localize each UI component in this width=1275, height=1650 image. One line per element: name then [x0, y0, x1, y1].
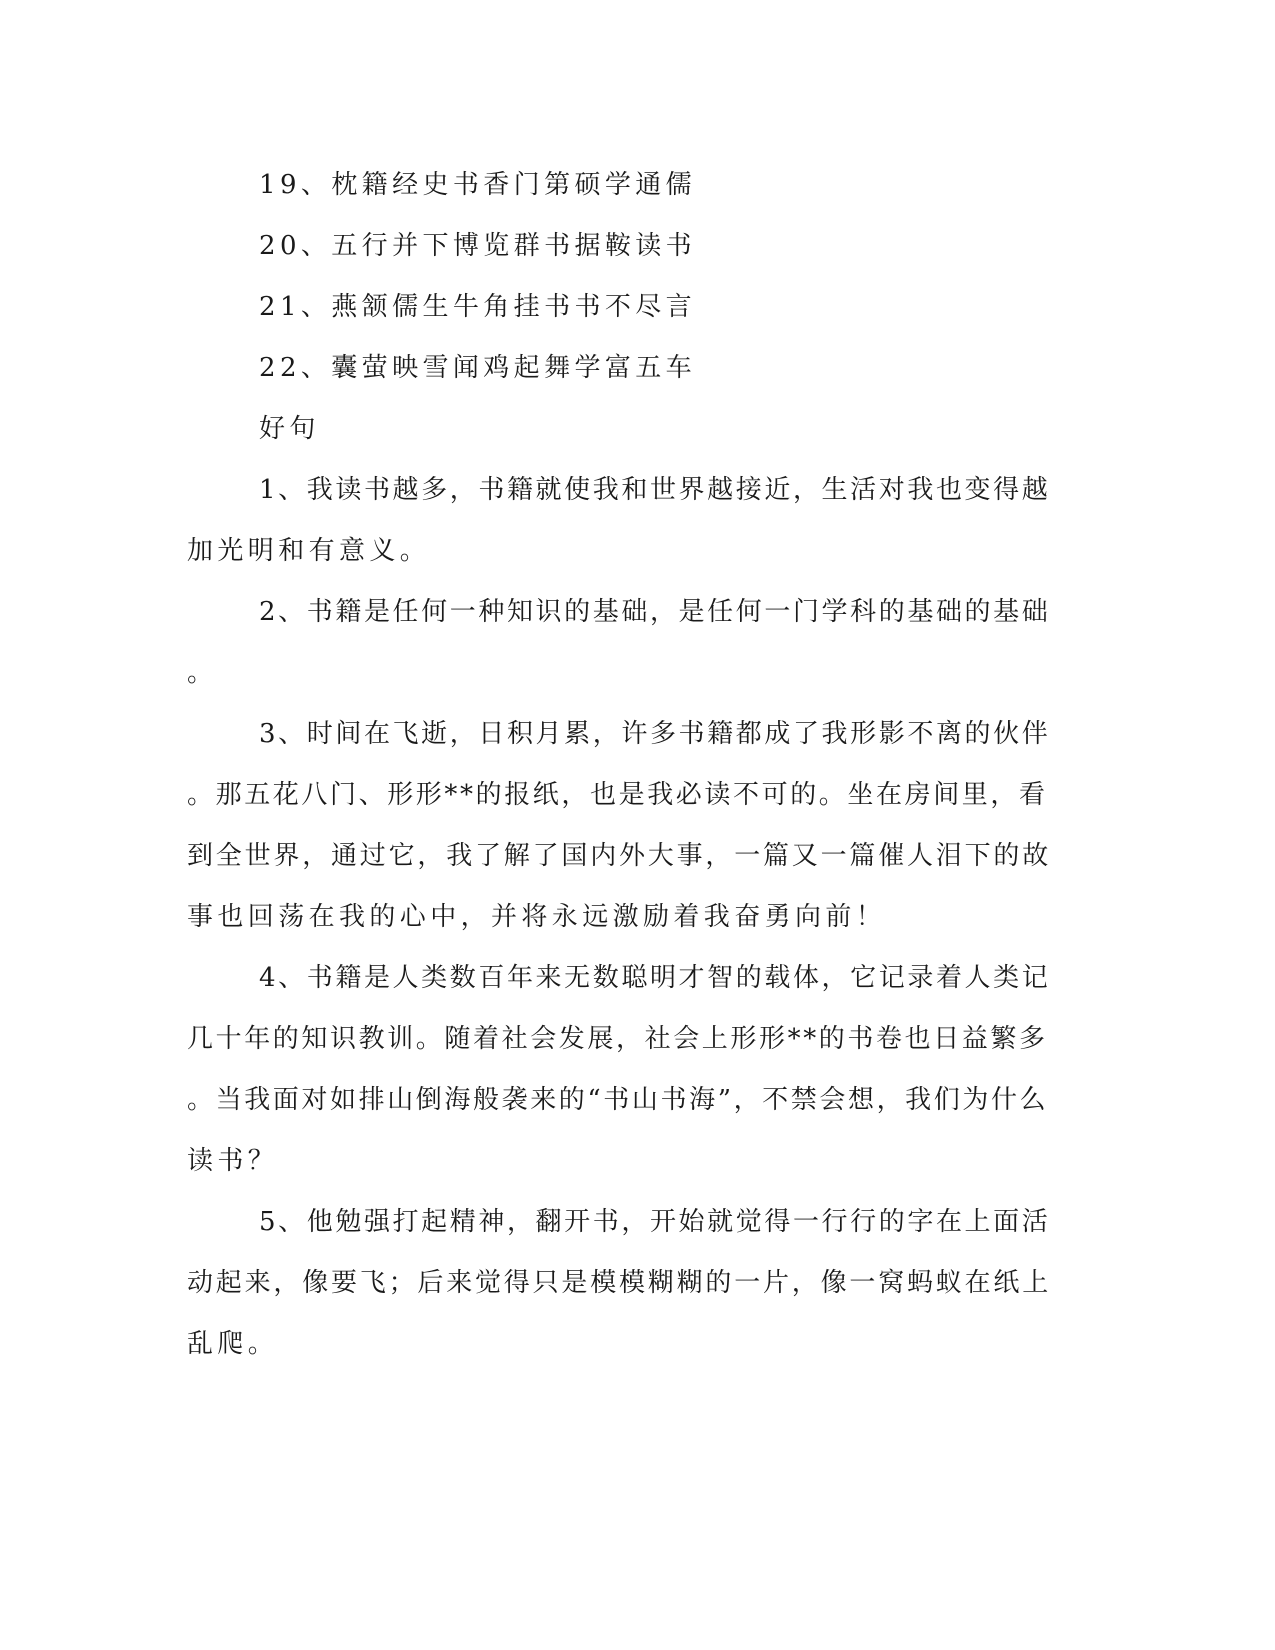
- idiom-line-19: 19、枕籍经史书香门第硕学通儒: [259, 170, 697, 200]
- paragraph-2-line-2: 。: [187, 658, 218, 688]
- paragraph-3-line-1: 3、时间在飞逝，日积月累，许多书籍都成了我形影不离的伙伴: [259, 719, 1051, 749]
- paragraph-4-line-3: 。当我面对如排山倒海般袭来的“书山书海”，不禁会想，我们为什么: [187, 1085, 1049, 1115]
- paragraph-2-line-1: 2、书籍是任何一种知识的基础，是任何一门学科的基础的基础: [259, 597, 1051, 627]
- paragraph-3-line-2: 。那五花八门、形形**的报纸，也是我必读不可的。坐在房间里，看: [187, 780, 1048, 810]
- paragraph-5-line-1: 5、他勉强打起精神，翻开书，开始就觉得一行行的字在上面活: [259, 1207, 1051, 1237]
- paragraph-4-line-4: 读书？: [187, 1146, 279, 1176]
- idiom-line-21: 21、燕颔儒生牛角挂书书不尽言: [259, 292, 697, 322]
- paragraph-4-line-2: 几十年的知识教训。随着社会发展，社会上形形**的书卷也日益繁多: [187, 1024, 1048, 1054]
- paragraph-1-line-1: 1、我读书越多，书籍就使我和世界越接近，生活对我也变得越: [259, 475, 1051, 505]
- paragraph-3-line-3: 到全世界，通过它，我了解了国内外大事，一篇又一篇催人泪下的故: [187, 841, 1052, 871]
- paragraph-4-line-1: 4、书籍是人类数百年来无数聪明才智的载体，它记录着人类记: [259, 963, 1051, 993]
- paragraph-5-line-2: 动起来，像要飞；后来觉得只是模模糊糊的一片，像一窝蚂蚁在纸上: [187, 1268, 1052, 1298]
- paragraph-3-line-4: 事也回荡在我的心中，并将永远激励着我奋勇向前！: [187, 902, 887, 932]
- section-heading: 好句: [259, 414, 320, 444]
- idiom-line-22: 22、囊萤映雪闻鸡起舞学富五车: [259, 353, 697, 383]
- document-body: [187, 155, 1052, 1375]
- paragraph-5-line-3: 乱爬。: [187, 1329, 279, 1359]
- idiom-line-20: 20、五行并下博览群书据鞍读书: [259, 231, 697, 261]
- paragraph-1-line-2: 加光明和有意义。: [187, 536, 431, 566]
